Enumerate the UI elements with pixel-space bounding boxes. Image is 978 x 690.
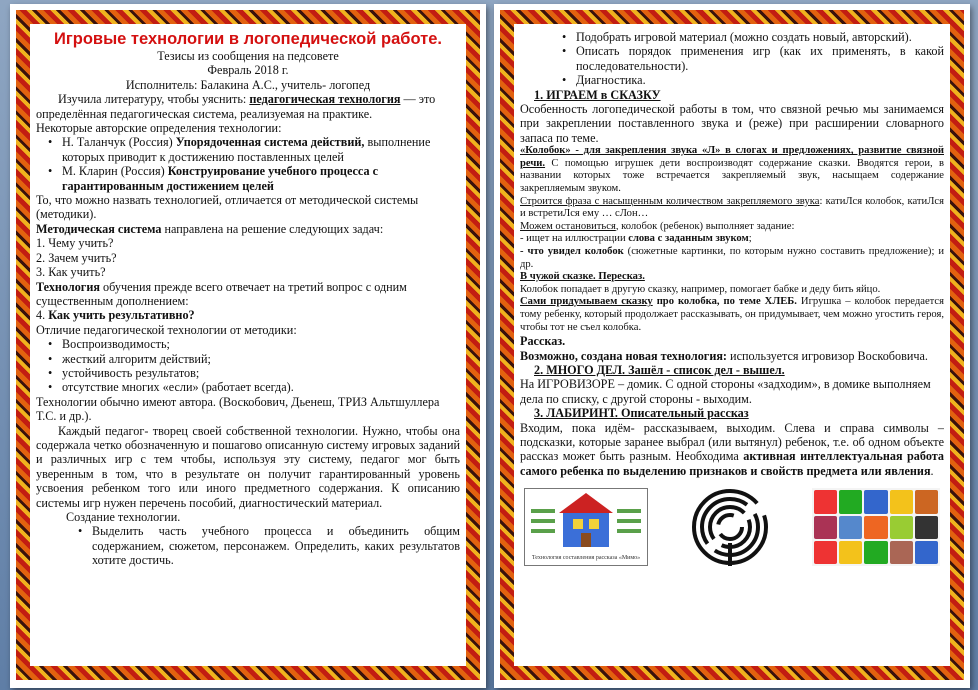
subheading: В чужой сказке. Пересказ. [520, 271, 645, 283]
symbol-cards-image [812, 488, 940, 566]
card [814, 516, 837, 539]
paragraph: Можем остановиться, колобок (ребенок) выполняет задание: [520, 220, 795, 232]
page-right [494, 4, 970, 688]
definitions-intro: Некоторые авторские определения технологии: [36, 121, 282, 136]
card [890, 516, 913, 539]
paragraph: Входим, пока идём- рассказываем, выходим. Слева и справа символы – подсказки, которые заранее выбрал (или вытянул) ребенок, т.е. об одном объекте рассказ может быть разным. Необходима активная интеллектуальная работа самого ребенка по выделению признаков и свойств предмета или явления. [520, 420, 944, 478]
illustrations-row [520, 488, 944, 566]
labyrinth-image [682, 488, 778, 566]
paragraph: На ИГРОВИЗОРЕ – домик. С одной стороны «задходим», в домике выполняем дела по списку, с другой стороны - выходим. [520, 377, 931, 406]
card [890, 490, 913, 513]
house-caption: Технология составления рассказа «Мимо» [531, 554, 641, 561]
subheading: Рассказ. [520, 334, 566, 349]
list-item: • Выделить часть учебного процесса и объединить общим содержанием, сюжетом, персонажем. Определить, каких результатов хотите достичь. [92, 524, 460, 567]
paragraph: Методическая система направлена на решение следующих задач: [36, 221, 384, 236]
section-heading: 2. МНОГО ДЕЛ. Зашёл - список дел - вышел. [534, 362, 785, 377]
card [864, 516, 887, 539]
card [839, 490, 862, 513]
page-left-content [36, 30, 460, 660]
term-technology: педагогическая технология [249, 92, 401, 107]
steps-list [36, 524, 460, 567]
paragraph: Технология обучения прежде всего отвечает на третий вопрос с одним существенным дополнением: [36, 279, 407, 308]
steps-list [520, 30, 944, 88]
paragraph: - что увидел колобок (сюжетные картинки, по которым нужно составить предложение); и др. [520, 246, 944, 270]
card [814, 490, 837, 513]
question-item: 3. Как учить? [36, 265, 106, 280]
card [915, 541, 938, 564]
labyrinth-icon [682, 488, 778, 566]
definition-item: • Н. Таланчук (Россия) Упорядоченная система действий, выполнение которых приводит к достижению поставленных целей [62, 135, 460, 164]
card [814, 541, 837, 564]
intro-paragraph: Изучила литературу, чтобы уяснить: педагогическая технология — это определённая педагогическая система, реализуемая на практике. [36, 92, 436, 121]
card [915, 490, 938, 513]
page-title: Игровые технологии в логопедической работе. [54, 30, 442, 48]
house-diagram-image [524, 488, 648, 566]
house-icon [525, 489, 647, 551]
list-item: • Подобрать игровой материал (можно создать новый, авторский). [576, 30, 944, 44]
question-item: 2. Зачем учить? [36, 250, 117, 265]
card [890, 541, 913, 564]
list-item: • отсутствие многих «если» (работает всегда). [62, 380, 460, 394]
paragraph: Технологии обычно имеют автора. (Воскобович, Дьенеш, ТРИЗ Альтшуллера Т.С. и др.). [36, 394, 440, 424]
paragraph: - ищет на иллюстрации слова с заданным звуком; [520, 233, 752, 245]
paragraph: Каждый педагог- творец своей собственной технологии. Нужно, чтобы она содержала четко обозначенную и пошагово описанную систему игровых заданий и различных игр с тем чтобы, используя эту систему, педагог мог быть уверенным в том, что в результате он получит гарантированный уровень усвоения ребенком того или иного предметного содержания. К описанию системы игр нужен перечень пособий, диагностический материал. [36, 423, 460, 510]
card [864, 490, 887, 513]
subtitle: Тезисы из сообщения на педсовете [157, 49, 339, 63]
paragraph: «Колобок» - для закрепления звука «Л» в слогах и предложениях, развитие связной речи. С помощью игрушек дети воспроизводят содержание сказки. Вводятся герои, в названии которых тоже встречается закрепляемый звук, насыщаем содержание закрепляемым звуком. [520, 145, 944, 195]
differences-list [36, 337, 460, 395]
card [864, 541, 887, 564]
section-heading: Создание технологии. [66, 510, 181, 524]
section-heading: 1. ИГРАЕМ в СКАЗКУ [534, 87, 661, 102]
list-item: • Описать порядок применения игр (как их применять, в какой последовательности). [576, 44, 944, 73]
list-item: • Воспроизводимость; [62, 337, 460, 351]
page-right-content [520, 30, 944, 660]
paragraph: Колобок попадает в другую сказку, например, помогает бабке и деду бить яйцо. [520, 283, 881, 295]
card [915, 516, 938, 539]
paragraph: Особенность логопедической работы в том, что связной речью мы занимаемся при закреплении поставленного звука и (реже) при расширении словарного запаса по теме. [520, 102, 944, 145]
card [839, 541, 862, 564]
paragraph: Возможно, создана новая технология: используется игровизор Воскобовича. [520, 348, 928, 363]
definitions-list [36, 135, 460, 193]
list-item: • Диагностика. [576, 73, 944, 87]
paragraph: Отличие педагогической технологии от методики: [36, 322, 297, 337]
list-item: • устойчивость результатов; [62, 366, 460, 380]
page-left [10, 4, 486, 688]
paragraph: То, что можно назвать технологией, отличается от методической системы (методики). [36, 193, 419, 222]
author-line: Исполнитель: Балакина А.С., учитель- логопед [125, 77, 371, 92]
question-item: 1. Чему учить? [36, 236, 114, 251]
section-heading: 3. ЛАБИРИНТ. Описательный рассказ [534, 406, 749, 421]
paragraph: Сами придумываем сказку про колобка, по теме ХЛЕБ. Игрушка – колобок передается тому ребенку, который продолжает рассказывать, он придумывает, чем можно угостить героя, чтобы тот не съел колобка. [520, 296, 944, 333]
paragraph: Строится фраза с насыщенным количеством закрепляемого звука: катиЛся колобок, катиЛся и встретиЛся ему … сЛон… [520, 195, 944, 220]
date: Февраль 2018 г. [207, 63, 289, 78]
list-item: • жесткий алгоритм действий; [62, 352, 460, 366]
question-item: 4. Как учить результативно? [36, 308, 195, 323]
card [839, 516, 862, 539]
definition-item: • М. Кларин (Россия) Конструирование учебного процесса с гарантированным достижением целей [62, 164, 460, 193]
